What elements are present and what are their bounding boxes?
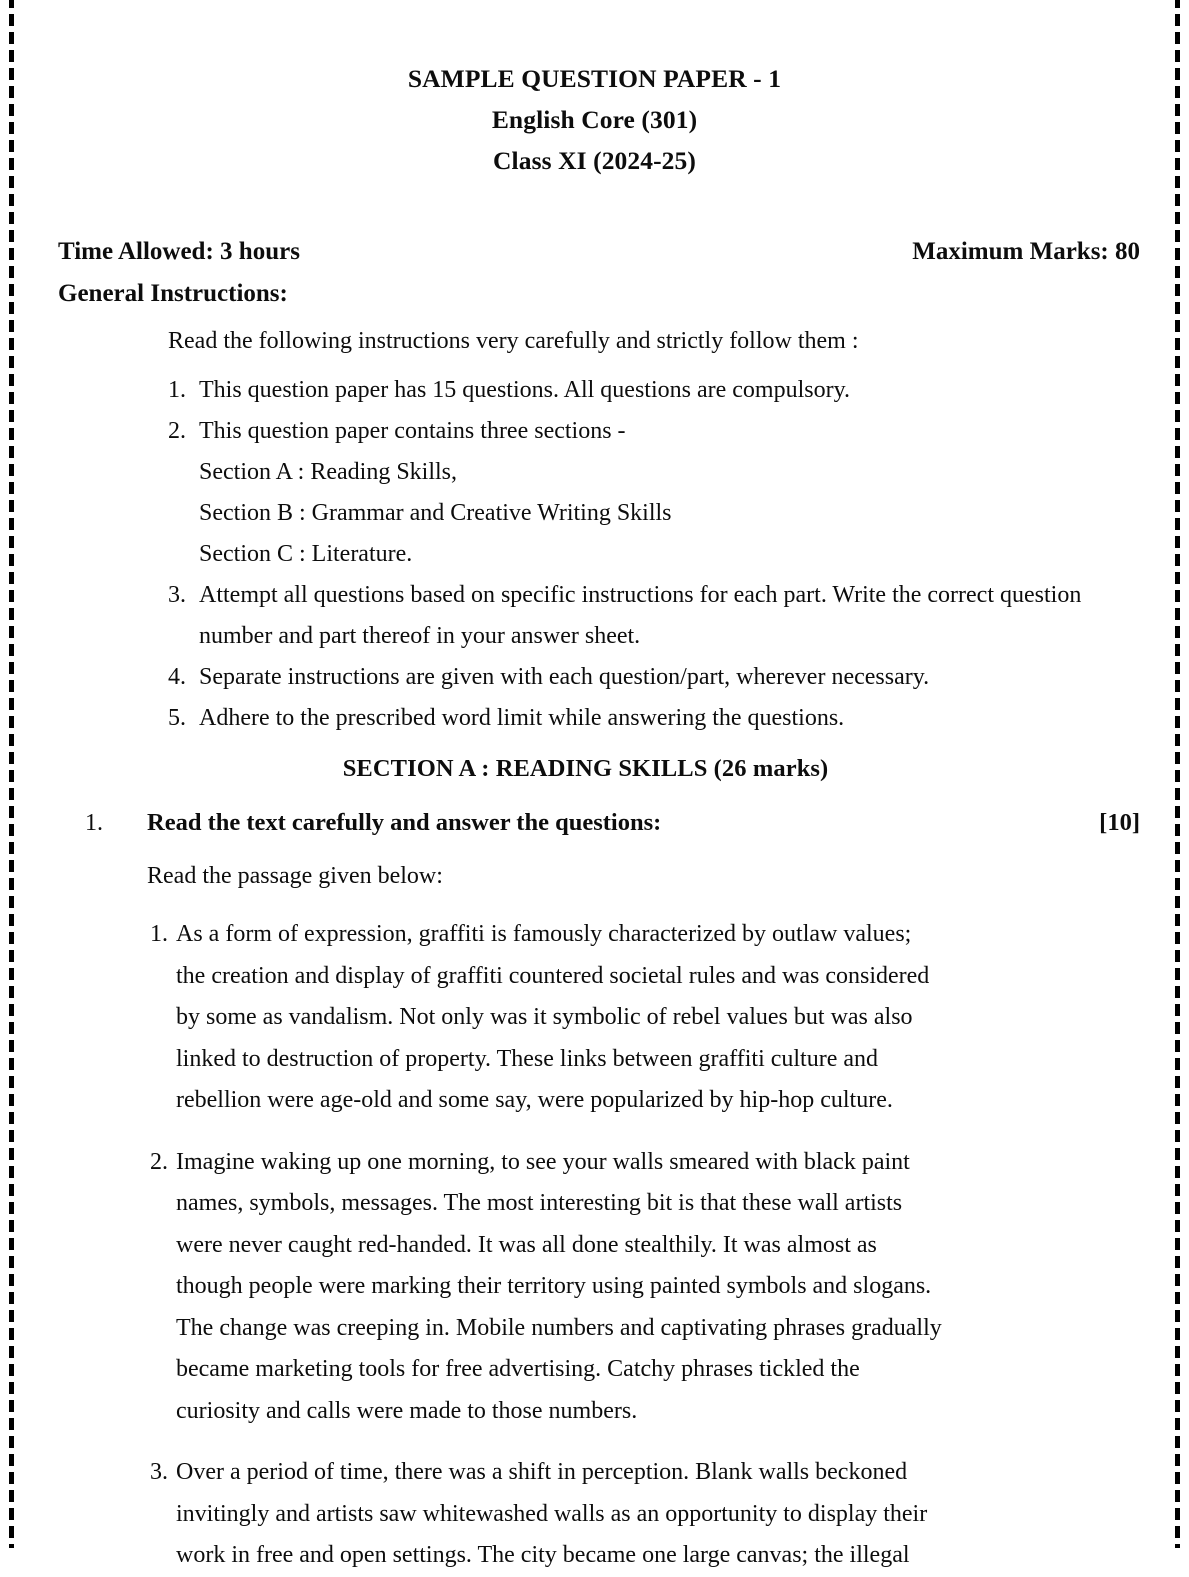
paper-class: Class XI (2024-25) bbox=[493, 146, 696, 175]
instructions-lead-text: Read the following instructions very carefully and strictly follow them : bbox=[168, 328, 859, 354]
passage-line: linked to destruction of property. These links between graffiti culture and bbox=[176, 1045, 879, 1072]
passage-line: curiosity and calls were made to those numbers. bbox=[176, 1397, 638, 1424]
instruction-number: 4. bbox=[168, 664, 186, 690]
passage-paragraph-number: 1. bbox=[150, 921, 168, 947]
instruction-item bbox=[168, 575, 1149, 657]
passage-line: rebellion were age-old and some say, were popularized by hip-hop culture. bbox=[176, 1087, 893, 1113]
instruction-item bbox=[168, 411, 1149, 575]
instruction-text: Separate instructions are given with each question/part, wherever necessary. bbox=[199, 664, 930, 690]
instruction-text: Adhere to the prescribed word limit while answering the questions. bbox=[199, 705, 845, 731]
passage-paragraph-list bbox=[0, 914, 1189, 1577]
passage-line: were never caught red-handed. It was all done stealthily. It was almost as bbox=[176, 1231, 877, 1258]
question-1-text: Read the text carefully and answer the questions: bbox=[147, 809, 662, 836]
exam-meta-row bbox=[0, 238, 1189, 266]
passage-line: The change was creeping in. Mobile numbers and captivating phrases gradually bbox=[176, 1314, 942, 1341]
passage-line: invitingly and artists saw whitewashed walls as an opportunity to display their bbox=[176, 1500, 928, 1527]
passage-paragraph bbox=[150, 914, 1129, 1122]
instruction-subline: Section B : Grammar and Creative Writing Skills bbox=[199, 500, 672, 526]
question-1-marks: [10] bbox=[1099, 809, 1140, 836]
passage-paragraph-text bbox=[176, 914, 1129, 1122]
instruction-text: Attempt all questions based on specific instructions for each part. Write the correct question number and part thereof in your answer sheet. bbox=[199, 582, 1082, 649]
passage-line: became marketing tools for free advertising. Catchy phrases tickled the bbox=[176, 1356, 860, 1382]
instruction-item bbox=[168, 370, 1149, 411]
passage-line: work in free and open settings. The city became one large canvas; the illegal bbox=[176, 1542, 910, 1568]
general-instructions-list bbox=[0, 370, 1189, 739]
instruction-item bbox=[168, 698, 1149, 739]
general-instructions-label: General Instructions: bbox=[58, 280, 288, 307]
instruction-item bbox=[168, 657, 1149, 698]
instruction-text: This question paper has 15 questions. All questions are compulsory. bbox=[199, 377, 851, 403]
instruction-text: This question paper contains three sections - bbox=[199, 418, 626, 444]
maximum-marks: Maximum Marks: 80 bbox=[912, 238, 1140, 265]
instruction-number: 2. bbox=[168, 418, 186, 444]
instruction-sublines bbox=[199, 452, 1149, 575]
read-passage-instruction: Read the passage given below: bbox=[147, 863, 443, 889]
question-1-number: 1. bbox=[85, 810, 103, 836]
passage-line: by some as vandalism. Not only was it symbolic of rebel values but was also bbox=[176, 1004, 913, 1030]
passage-line: though people were marking their territory using painted symbols and slogans. bbox=[176, 1273, 932, 1299]
instruction-number: 1. bbox=[168, 377, 186, 403]
instruction-subline: Section C : Literature. bbox=[199, 541, 413, 567]
passage-paragraph bbox=[150, 1142, 1129, 1433]
instruction-number: 5. bbox=[168, 705, 186, 731]
passage-line: Imagine waking up one morning, to see your walls smeared with black paint bbox=[176, 1148, 910, 1175]
question-1-row bbox=[0, 809, 1189, 837]
passage-line: the creation and display of graffiti countered societal rules and was considered bbox=[176, 962, 930, 989]
passage-paragraph-number: 3. bbox=[150, 1459, 168, 1485]
passage-paragraph-text bbox=[176, 1452, 1129, 1577]
section-a-heading: SECTION A : READING SKILLS (26 marks) bbox=[342, 755, 829, 782]
passage-line: Over a period of time, there was a shift in perception. Blank walls beckoned bbox=[176, 1459, 908, 1485]
paper-title: SAMPLE QUESTION PAPER - 1 bbox=[407, 64, 782, 93]
instruction-subline: Section A : Reading Skills, bbox=[199, 459, 458, 485]
document-header bbox=[0, 58, 1189, 181]
paper-subject: English Core (301) bbox=[491, 105, 698, 134]
passage-line: As a form of expression, graffiti is famously characterized by outlaw values; bbox=[176, 921, 912, 947]
passage-paragraph-text bbox=[176, 1142, 1129, 1433]
passage-paragraph bbox=[150, 1452, 1129, 1577]
passage-line: names, symbols, messages. The most interesting bit is that these wall artists bbox=[176, 1190, 903, 1216]
time-allowed: Time Allowed: 3 hours bbox=[58, 238, 300, 265]
instruction-number: 3. bbox=[168, 582, 186, 608]
passage-paragraph-number: 2. bbox=[150, 1148, 168, 1175]
